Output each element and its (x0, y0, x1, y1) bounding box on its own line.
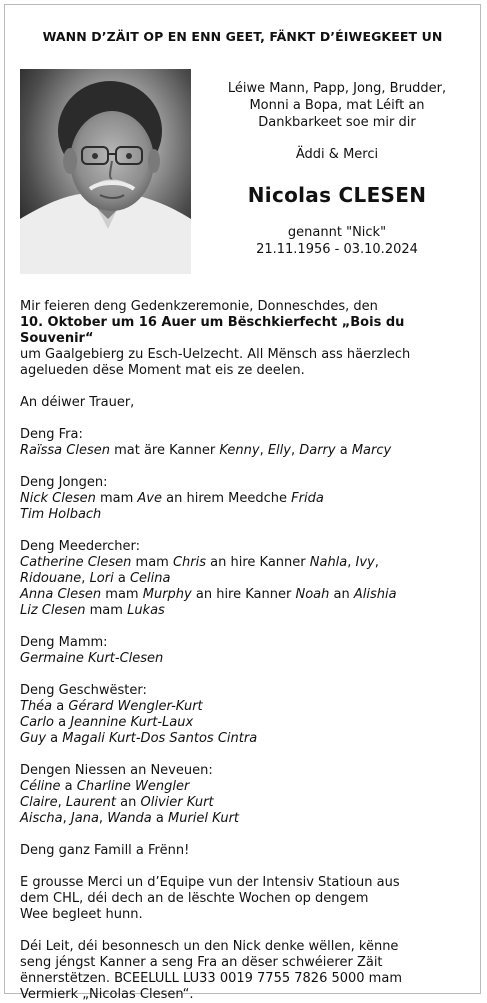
portrait-photo (20, 69, 191, 274)
mother-line: Germaine Kurt-Clesen (20, 651, 164, 666)
closing-line: ënnerstëtzen. BCEELULL LU33 0019 7755 7826 5000 mam (20, 971, 402, 986)
portrait-image (20, 69, 191, 274)
intro-line: Monni a Bopa, mat Léift an (249, 98, 425, 113)
intro-text (201, 80, 473, 131)
notice-body (20, 299, 472, 1003)
sons-line: Tim Holbach (20, 507, 102, 522)
ceremony-line: um Gaalgebierg zu Esch-Uelzecht. All Mënsch ass häerzlech (20, 347, 411, 362)
headline: WANN D’ZÄIT OP EN ENN GEET, FÄNKT D’ÉIWEGKEET UN (42, 29, 443, 44)
siblings-line: Théa a Gérard Wengler-Kurt (20, 699, 203, 714)
siblings-line: Carlo a Jeannine Kurt-Laux (20, 715, 194, 730)
obituary-notice (4, 4, 481, 1002)
life-dates: 21.11.1956 - 03.10.2024 (256, 242, 418, 257)
closing-line: seng jéngst Kanner a seng Fra an dëser schwéierer Zäit (20, 955, 383, 970)
wife-line: Raïssa Clesen mat äre Kanner Kenny, Elly, Darry a Marcy (20, 443, 392, 458)
siblings-line: Guy a Magali Kurt-Dos Santos Cintra (20, 731, 258, 746)
family-line: Deng ganz Famill a Frënn! (20, 843, 190, 858)
nieces-line: Aischa, Jana, Wanda a Muriel Kurt (20, 811, 240, 826)
nickname: genannt "Nick" (287, 225, 387, 240)
sons-heading: Deng Jongen: (20, 475, 108, 490)
siblings-heading: Deng Geschwëster: (20, 683, 147, 698)
sons-line: Nick Clesen mam Ave an hirem Meedche Frida (20, 491, 324, 506)
intro-line: Léiwe Mann, Papp, Jong, Brudder, (227, 81, 447, 96)
ceremony-line: agelueden dëse Moment mat eis ze deelen. (20, 363, 305, 378)
intro-line: Dankbarkeet soe mir dir (258, 115, 416, 130)
daughters-line: Anna Clesen mam Murphy an hire Kanner Noah an Alishia (20, 587, 397, 602)
farewell-thanks: Äddi & Merci (295, 147, 379, 162)
mother-heading: Deng Mamm: (20, 635, 108, 650)
closing-line: Vermierk „Nicolas Clesen“. (20, 987, 194, 1002)
daughters-line: Catherine Clesen mam Chris an hire Kanner Nahla, Ivy, (20, 555, 379, 570)
nieces-line: Céline a Charline Wengler (20, 779, 190, 794)
daughters-heading: Deng Meedercher: (20, 539, 141, 554)
ceremony-line: Mir feieren deng Gedenkzeremonie, Donneschdes, den (20, 299, 378, 314)
gratitude-line: Wee begleet hunn. (20, 907, 143, 922)
daughters-line: Liz Clesen mam Lukas (20, 603, 165, 618)
mourning-line: An déiwer Trauer, (20, 395, 135, 410)
daughters-line: Ridouane, Lori a Celina (20, 571, 171, 586)
nickname-dates (201, 224, 473, 258)
gratitude-line: dem CHL, déi dech an de lëschte Wochen op dengem (20, 891, 369, 906)
deceased-name: Nicolas CLESEN (247, 183, 427, 207)
nieces-line: Claire, Laurent an Olivier Kurt (20, 795, 214, 810)
nieces-heading: Dengen Niessen an Neveuen: (20, 763, 213, 778)
gratitude-line: E grousse Merci un d’Equipe vun der Intensiv Statioun aus (20, 875, 400, 890)
ceremony-line-bold: 10. Oktober um 16 Auer um Bëschkierfecht „Bois du Souvenir“ (20, 315, 405, 346)
closing-line: Déi Leit, déi besonnesch un den Nick denke wëllen, kënne (20, 939, 399, 954)
wife-heading: Deng Fra: (20, 427, 83, 442)
